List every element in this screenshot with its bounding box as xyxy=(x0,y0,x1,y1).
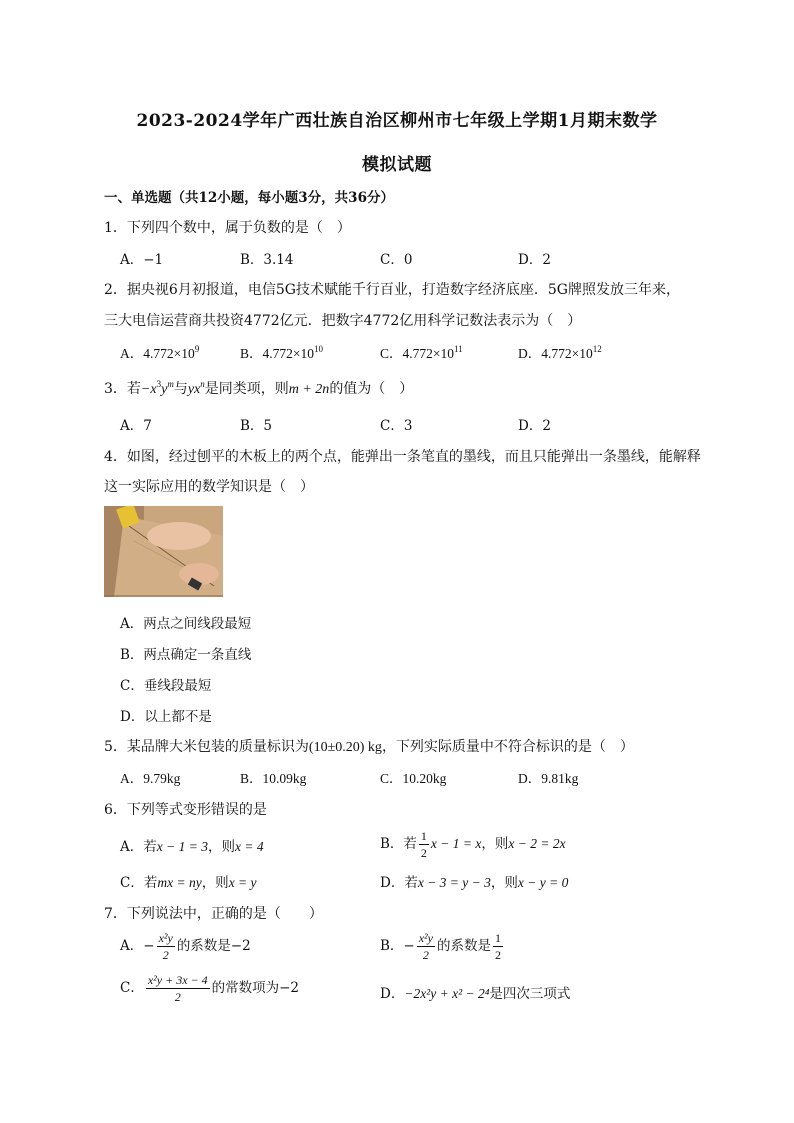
q4-option-c: C．垂线段最短 xyxy=(120,678,212,694)
q6-option-b: B．若 $\frac{1}{2}$ x − 1 = x，则x − 2 = 2x xyxy=(380,829,566,860)
q2-option-a: A．$4.772\times 10^9$ xyxy=(120,344,200,361)
section-heading: 一、单选题（共12小题，每小题3分，共36分） xyxy=(104,190,394,206)
question-7-stem: 7．下列说法中，正确的是（ ） xyxy=(104,906,323,922)
q3-option-c: C．3 xyxy=(380,418,413,434)
q4-option-a: A．两点之间线段最短 xyxy=(120,616,252,632)
q5-option-d: D．9.81kg xyxy=(518,771,579,786)
q2-option-b: B．$4.772\times 10^{10}$ xyxy=(240,344,323,361)
question-3-stem: 3．若$-x^3y^m$与$yx^n$是同类项，则m + 2n的值为（ ） xyxy=(104,379,414,397)
q6-option-c: C．若mx = ny，则x = y xyxy=(120,875,257,891)
q4-option-b: B．两点确定一条直线 xyxy=(120,647,252,663)
question-6-stem: 6．下列等式变形错误的是 xyxy=(104,802,267,818)
q7-option-c: C． $\frac{\text{x²y + 3x − 4}}{2}$ 的常数项为−2 xyxy=(120,973,300,1004)
question-4-stem-line-2: 这一实际应用的数学知识是（ ） xyxy=(104,479,314,495)
q6-option-d: D．若x − 3 = y − 3，则x − y = 0 xyxy=(380,875,569,891)
q3-option-b: B．5 xyxy=(240,418,273,434)
title-line-1: 2023-2024学年广西壮族自治区柳州市七年级上学期1月期末数学 xyxy=(136,111,658,131)
q3-option-d: D．2 xyxy=(518,418,551,434)
question-2-stem-line-1: 2．据央视6月初报道，电信5G技术赋能千行百业，打造数字经济底座．5G牌照发放三年来， xyxy=(104,282,680,298)
q6-option-a: A．若x − 1 = 3，则x = 4 xyxy=(120,839,264,855)
q4-option-d: D．以上都不是 xyxy=(120,709,212,725)
q1-option-b: B．3.14 xyxy=(240,252,294,268)
woodworking-photo xyxy=(104,506,223,597)
q7-option-b: B．− $\frac{\text{x²y}}{2}$ 的系数是 $\frac{1}{2}$ xyxy=(380,931,501,962)
question-1-stem: 1．下列四个数中，属于负数的是（ ） xyxy=(104,220,351,236)
q5-option-c: C．10.20kg xyxy=(380,771,447,786)
question-4-stem-line-1: 4．如图，经过刨平的木板上的两个点，能弹出一条笔直的墨线，而且只能弹出一条墨线，能解释 xyxy=(104,449,701,465)
q1-option-a: A．−1 xyxy=(120,252,164,268)
q1-option-d: D．2 xyxy=(518,252,551,268)
q5-option-b: B．10.09kg xyxy=(240,771,307,786)
q3-option-a: A．7 xyxy=(120,418,152,434)
title-line-2: 模拟试题 xyxy=(362,155,432,175)
q7-option-d: D．−2x²y + x² − 2⁴是四次三项式 xyxy=(380,986,571,1002)
q2-option-c: C．$4.772\times 10^{11}$ xyxy=(380,344,463,361)
question-5-stem: 5．某品牌大米包装的质量标识为(10±0.20) kg，下列实际质量中不符合标识的是（ ） xyxy=(104,739,634,755)
q2-option-d: D．$4.772\times 10^{12}$ xyxy=(518,344,602,361)
q1-option-c: C．0 xyxy=(380,252,413,268)
q7-option-a: A．− $\frac{\text{x²y}}{2}$ 的系数是−2 xyxy=(120,931,251,962)
q5-option-a: A．9.79kg xyxy=(120,771,181,786)
question-2-stem-line-2: 三大电信运营商共投资4772亿元．把数字4772亿用科学记数法表示为（ ） xyxy=(104,313,582,329)
